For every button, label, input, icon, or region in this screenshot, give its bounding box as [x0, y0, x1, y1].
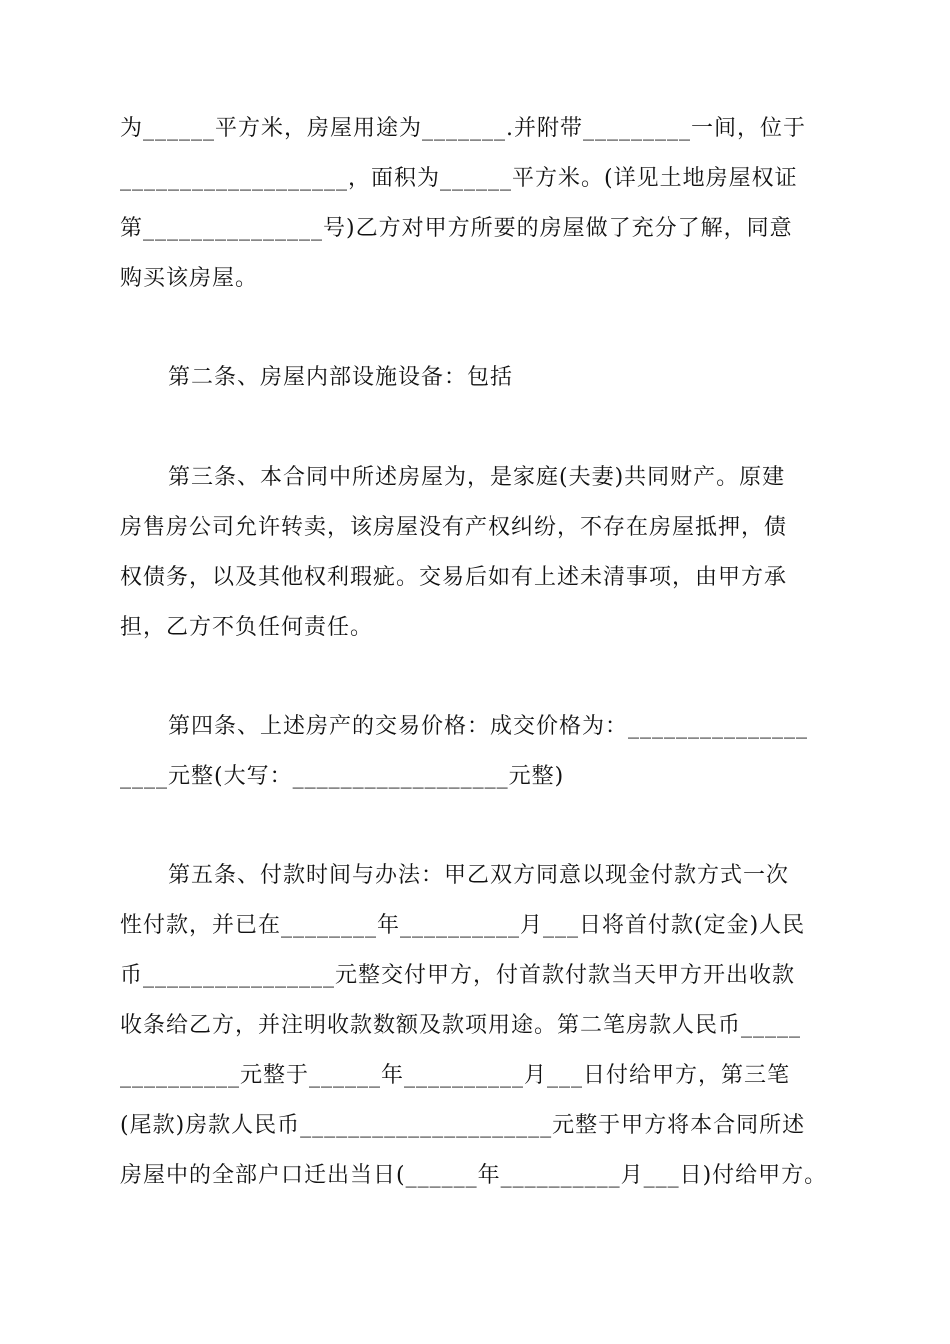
text-line: 购买该房屋。 — [120, 266, 259, 291]
text-line: 房售房公司允许转卖，该房屋没有产权纠纷，不存在房屋抵押，债 — [120, 515, 788, 540]
text-line: 第_______________号)乙方对甲方所要的房屋做了充分了解，同意 — [120, 216, 793, 241]
text-line: 币________________元整交付甲方，付首款付款当天甲方开出收款 — [120, 963, 796, 988]
article-2-heading: 第二条、房屋内部设施设备：包括 — [168, 365, 514, 390]
text-line: (尾款)房款人民币_____________________元整于甲方将本合同所述 — [120, 1113, 806, 1138]
text-line: ___________________，面积为______平方米。(详见土地房屋权证 — [120, 166, 798, 191]
text-line: 为______平方米，房屋用途为_______.并附带_________一间，位于 — [120, 116, 806, 141]
text-line: ____元整(大写：__________________元整) — [120, 764, 565, 789]
article-4-heading: 第四条、上述房产的交易价格：成交价格为：_______________ — [168, 714, 809, 739]
article-3-heading: 第三条、本合同中所述房屋为，是家庭(夫妻)共同财产。原建 — [168, 465, 786, 490]
text-line: __________元整于______年__________月___日付给甲方，第三笔 — [120, 1063, 791, 1088]
text-line: 权债务，以及其他权利瑕疵。交易后如有上述未清事项，由甲方承 — [120, 565, 788, 590]
text-line: 担，乙方不负任何责任。 — [120, 615, 374, 640]
text-line: 房屋中的全部户口迁出当日(______年__________月___日)付给甲方。 — [120, 1163, 828, 1188]
text-line: 性付款，并已在________年__________月___日将首付款(定金)人民 — [120, 913, 806, 938]
article-5-heading: 第五条、付款时间与办法：甲乙双方同意以现金付款方式一次 — [168, 863, 790, 888]
text-line: 收条给乙方，并注明收款数额及款项用途。第二笔房款人民币_____ — [120, 1013, 802, 1038]
